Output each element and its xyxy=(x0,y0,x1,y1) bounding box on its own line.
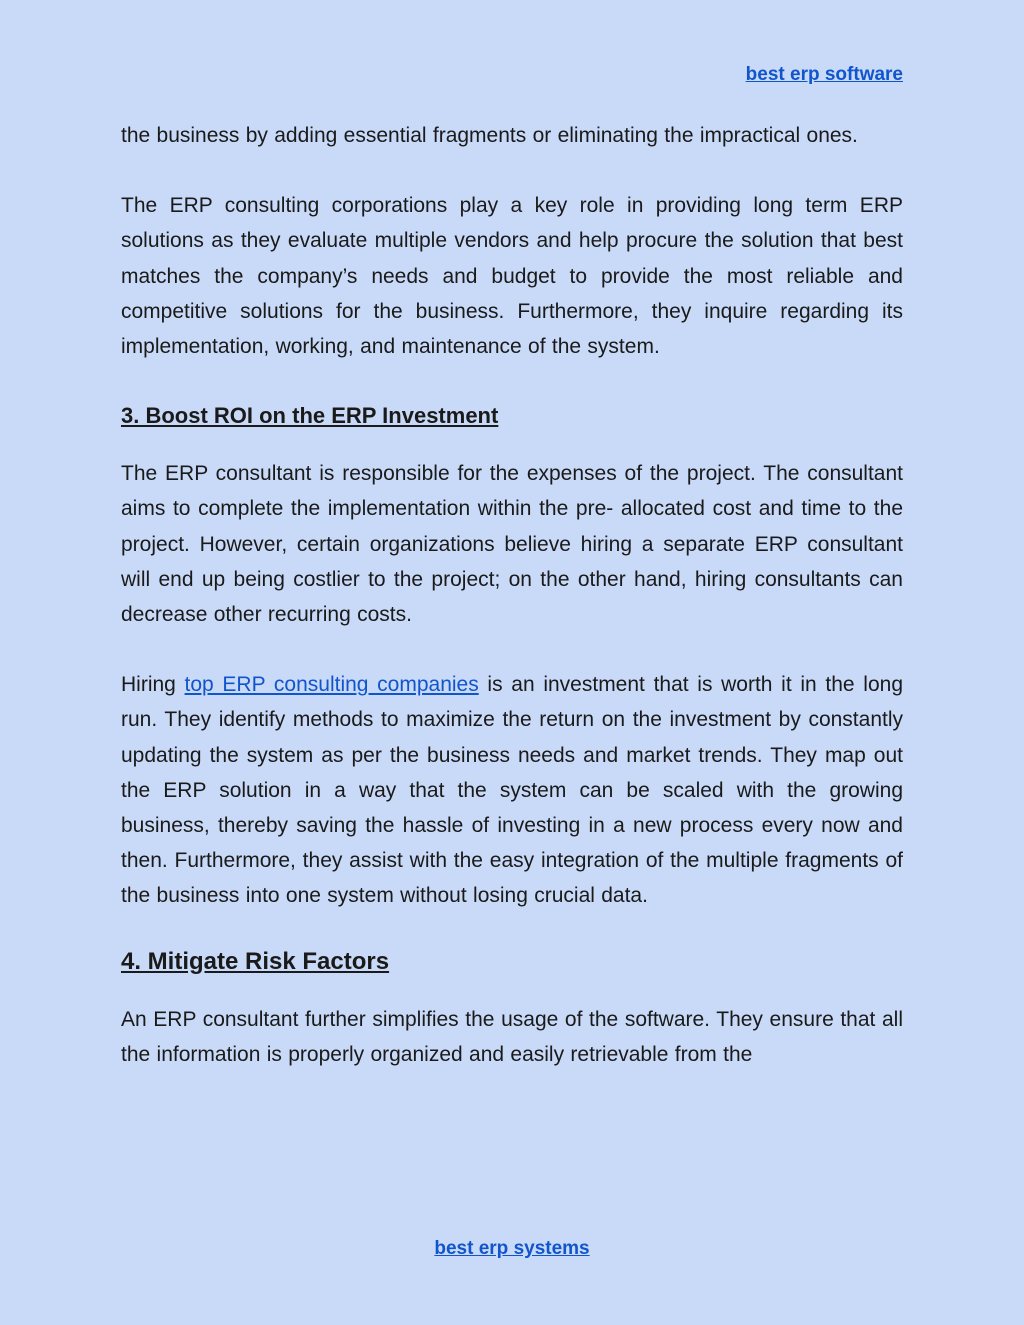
paragraph-5: An ERP consultant further simplifies the usage of the software. They ensure that all the information is properly organized and easily retrievable from the xyxy=(121,1007,903,1066)
paragraph-1: the business by adding essential fragments or eliminating the impractical ones. xyxy=(121,124,858,147)
footer xyxy=(0,1235,1024,1263)
paragraph-4-text-before: Hiring xyxy=(121,673,185,697)
paragraph-3: The ERP consultant is responsible for the expenses of the project. The consultant aims to complete the implementation within the pre- allocated cost and time to the project. However, certain organizations believe hiring a separate ERP consultant will end up being costlier to the project; on the other hand, hiring consultants can decrease other recurring costs. xyxy=(121,462,903,627)
section-heading-4: 4. Mitigate Risk Factors xyxy=(121,947,390,975)
paragraph-4 xyxy=(121,667,903,913)
paragraph-4-text-after: is an investment that is worth it in the long run. They identify methods to maximize the return on the investment by constantly updating the system as per the business needs and market trends. They map out the ERP solution in a way that the system can be scaled with the growing business, thereby saving the hassle of investing in a new process every now and then. Furthermore, they assist with the easy integration of the multiple fragments of the business into one system without losing crucial data. xyxy=(121,673,903,908)
footer-link-best-erp-systems[interactable]: best erp systems xyxy=(434,1238,590,1259)
paragraph-2: The ERP consulting corporations play a key role in providing long term ERP solutions as they evaluate multiple vendors and help procure the solution that best matches the company’s needs and budget to provide the most reliable and competitive solutions for the business. Furthermore, they inquire regarding its implementation, working, and maintenance of the system. xyxy=(121,194,903,359)
link-top-erp-consulting-companies[interactable]: top ERP consulting companies xyxy=(184,673,479,697)
document-body xyxy=(121,118,903,1107)
header-link-best-erp-software[interactable]: best erp software xyxy=(745,64,903,85)
section-heading-3: 3. Boost ROI on the ERP Investment xyxy=(121,403,499,429)
